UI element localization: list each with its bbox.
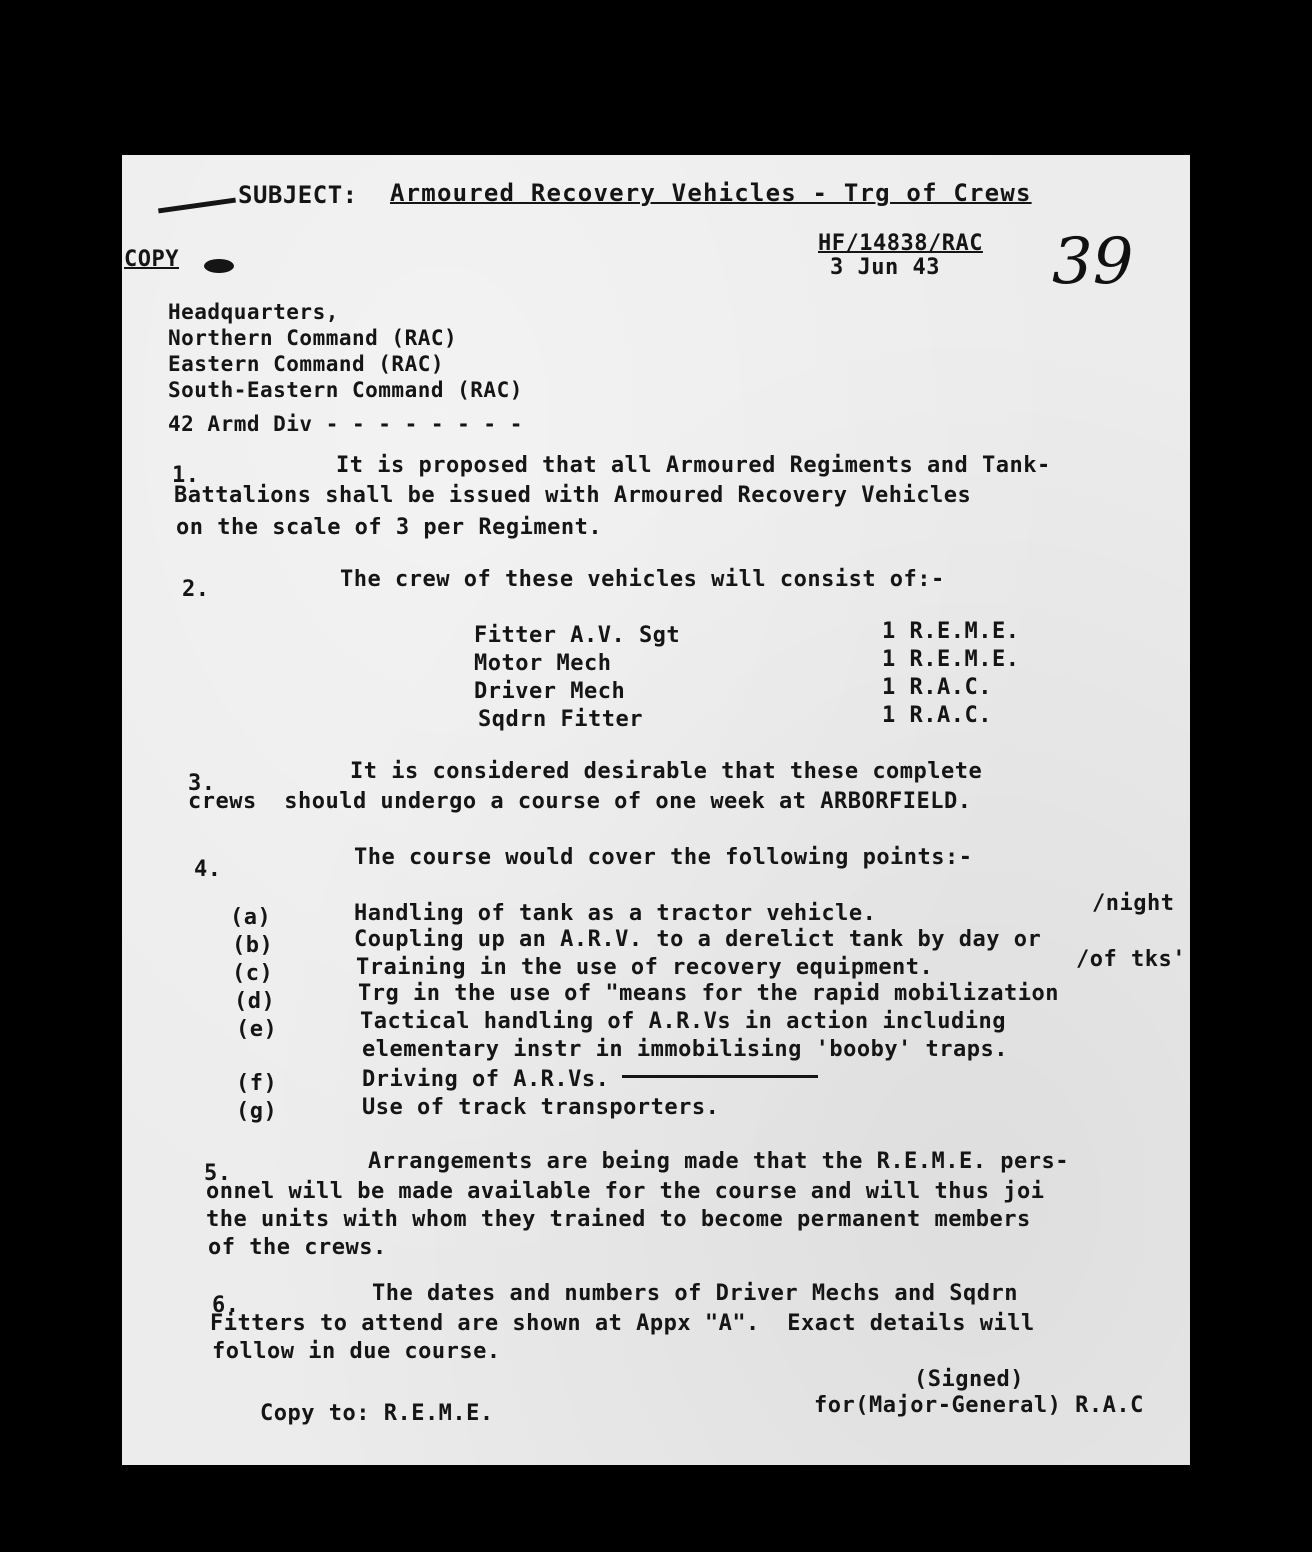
paragraph-number: 5. bbox=[204, 1161, 232, 1186]
paragraph-number: 3. bbox=[188, 771, 216, 796]
addressee-line: 42 Armd Div - - - - - - - - bbox=[168, 412, 523, 436]
paragraph-line: onnel will be made available for the course and will thus joi bbox=[206, 1179, 1045, 1204]
paragraph-line: Battalions shall be issued with Armoured Recovery Vehicles bbox=[174, 483, 972, 508]
crew-count: 1 R.A.C. bbox=[882, 675, 992, 700]
crew-role: Motor Mech bbox=[474, 651, 612, 676]
addressee-line: Headquarters, bbox=[168, 300, 339, 324]
paragraph-line: crews should undergo a course of one week at ARBORFIELD. bbox=[188, 789, 972, 814]
paragraph-line: the units with whom they trained to become permanent members bbox=[206, 1207, 1031, 1232]
subject-label: SUBJECT: bbox=[238, 181, 358, 209]
crew-role: Driver Mech bbox=[474, 679, 626, 704]
paragraph-line: The course would cover the following points:- bbox=[354, 845, 973, 870]
subject-title: Armoured Recovery Vehicles - Trg of Crews bbox=[390, 179, 1032, 207]
item-text: Handling of tank as a tractor vehicle. bbox=[354, 901, 877, 926]
paragraph-line: The crew of these vehicles will consist of:- bbox=[340, 567, 945, 592]
item-letter: (a) bbox=[230, 905, 272, 930]
margin-note: /of tks' bbox=[1076, 947, 1186, 972]
paragraph-line: follow in due course. bbox=[212, 1339, 501, 1364]
paragraph-line: on the scale of 3 per Regiment. bbox=[176, 515, 603, 540]
crew-role: Fitter A.V. Sgt bbox=[474, 623, 681, 648]
item-text: Trg in the use of "means for the rapid mobilization bbox=[358, 981, 1060, 1006]
addressee-line: Northern Command (RAC) bbox=[168, 326, 458, 350]
copy-to-line: Copy to: R.E.M.E. bbox=[260, 1401, 494, 1426]
paragraph-line: The dates and numbers of Driver Mechs and Sqdrn bbox=[372, 1281, 1019, 1306]
item-text: Use of track transporters. bbox=[362, 1095, 720, 1120]
document-sheet bbox=[122, 155, 1190, 1465]
item-text: Driving of A.R.Vs. bbox=[362, 1067, 610, 1092]
item-letter: (b) bbox=[232, 933, 274, 958]
crew-count: 1 R.A.C. bbox=[882, 703, 992, 728]
paragraph-line: of the crews. bbox=[208, 1235, 387, 1260]
paragraph-number: 4. bbox=[194, 857, 222, 882]
reference-date: 3 Jun 43 bbox=[830, 255, 940, 280]
paragraph-line: It is proposed that all Armoured Regiments and Tank- bbox=[336, 453, 1051, 478]
ink-mark bbox=[204, 259, 234, 273]
crew-role: Sqdrn Fitter bbox=[478, 707, 643, 732]
item-text: Coupling up an A.R.V. to a derelict tank by day or bbox=[354, 927, 1042, 952]
item-text: Training in the use of recovery equipment. bbox=[356, 955, 934, 980]
item-letter: (d) bbox=[234, 989, 276, 1014]
item-letter: (e) bbox=[236, 1017, 278, 1042]
copy-label: COPY bbox=[124, 247, 179, 272]
item-text: elementary instr in immobilising 'booby' traps. bbox=[362, 1037, 1009, 1062]
reference-number: HF/14838/RAC bbox=[818, 231, 983, 256]
signed-marker: (Signed) bbox=[914, 1367, 1024, 1392]
item-text: Tactical handling of A.R.Vs in action including bbox=[360, 1009, 1007, 1034]
addressee-line: Eastern Command (RAC) bbox=[168, 352, 445, 376]
handwritten-folio-number: 39 bbox=[1052, 225, 1134, 299]
margin-note: /night bbox=[1092, 891, 1175, 916]
paragraph-number: 2. bbox=[182, 577, 210, 602]
paragraph-number: 1. bbox=[172, 463, 200, 488]
paragraph-line: It is considered desirable that these complete bbox=[350, 759, 983, 784]
strikethrough-line bbox=[622, 1075, 818, 1078]
signature-line: for(Major-General) R.A.C bbox=[814, 1393, 1144, 1418]
item-letter: (g) bbox=[236, 1099, 278, 1124]
item-letter: (f) bbox=[236, 1071, 278, 1096]
paragraph-line: Fitters to attend are shown at Appx "A". Exact details will bbox=[210, 1311, 1035, 1336]
item-letter: (c) bbox=[232, 961, 274, 986]
paragraph-line: Arrangements are being made that the R.E.M.E. pers- bbox=[368, 1149, 1070, 1174]
crew-count: 1 R.E.M.E. bbox=[882, 647, 1020, 672]
addressee-line: South-Eastern Command (RAC) bbox=[168, 378, 523, 402]
margin-stroke bbox=[158, 198, 236, 214]
paragraph-number: 6. bbox=[212, 1293, 240, 1318]
crew-count: 1 R.E.M.E. bbox=[882, 619, 1020, 644]
